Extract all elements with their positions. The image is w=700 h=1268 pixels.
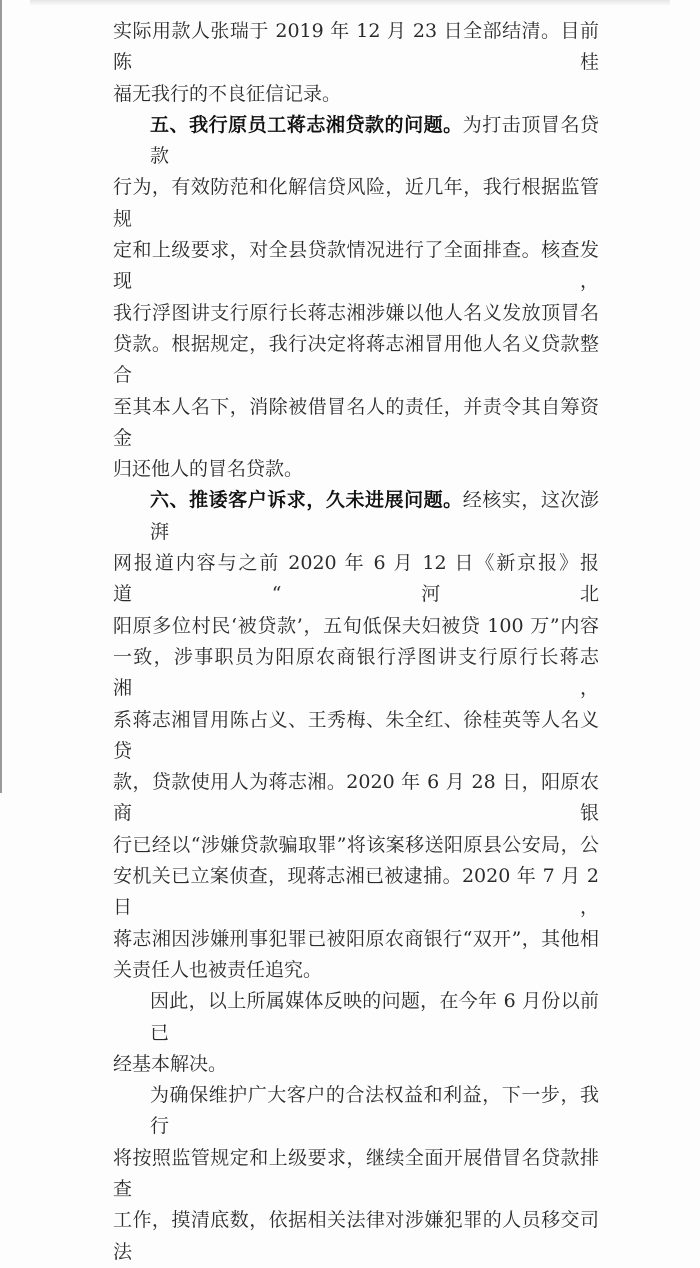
scan-edge-rule — [0, 0, 2, 793]
line-text: 我行浮图讲支行原行长蒋志湘涉嫌以他人名义发放顶冒名 — [113, 301, 599, 324]
line-text: 工作，摸清底数，依据相关法律对涉嫌犯罪的人员移交司法 — [113, 1209, 599, 1263]
text-line — [113, 110, 599, 173]
line-text: 系蒋志湘冒用陈占义、王秀梅、朱全红、徐桂英等人名义贷 — [113, 708, 599, 762]
line-text: 定和上级要求，对全县贷款情况进行了全面排查。核查发现， — [113, 239, 599, 293]
line-text: 行为，有效防范和化解信贷风险，近几年，我行根据监管规 — [113, 176, 599, 230]
text-line — [113, 611, 599, 642]
section-heading: 五、我行原员工蒋志湘贷款的问题。 — [150, 113, 463, 136]
line-text: 因此，以上所属媒体反映的问题，在今年 6 月份以前已 — [150, 990, 599, 1044]
text-line — [113, 485, 599, 548]
text-line — [113, 767, 599, 830]
text-line — [113, 454, 599, 485]
section-heading: 六、推诿客户诉求，久未进展问题。 — [150, 489, 463, 512]
text-line — [113, 548, 599, 611]
scan-top-shadow — [30, 0, 670, 6]
line-text: 一致，涉事职员为阳原农商银行浮图讲支行原行长蒋志湘， — [113, 645, 599, 700]
line-text: 福无我行的不良征信记录。 — [113, 82, 342, 105]
text-line — [113, 642, 599, 705]
text-line — [113, 830, 599, 861]
text-line — [113, 861, 599, 924]
line-text: 款，贷款使用人为蒋志湘。2020 年 6 月 28 日，阳原农商银 — [113, 771, 599, 825]
line-text: 为确保维护广大客户的合法权益和利益，下一步，我行 — [150, 1084, 599, 1138]
text-line — [113, 329, 599, 392]
line-text: 经基本解决。 — [113, 1052, 228, 1075]
line-text: 实际用款人张瑞于 2019 年 12 月 23 日全部结清。目前陈桂 — [113, 20, 599, 74]
line-text: 至其本人名下，消除被借冒名人的责任，并责令其自筹资金 — [113, 395, 599, 449]
line-text: 蒋志湘因涉嫌刑事犯罪已被阳原农商银行“双开”，其他相 — [113, 927, 599, 950]
text-line — [113, 16, 599, 79]
text-line — [113, 392, 599, 455]
text-line — [113, 1080, 599, 1143]
line-text: 为打击顶冒名贷款 — [150, 113, 599, 168]
text-line — [113, 986, 599, 1049]
line-text: 阳原多位村民‘被贷款’，五旬低保夫妇被贷 100 万”内容 — [113, 614, 599, 637]
line-text: 网报道内容与之前 2020 年 6 月 12 日《新京报》报道“河北 — [113, 552, 599, 606]
text-line — [113, 172, 599, 235]
line-text: 关责任人也被责任追究。 — [113, 958, 323, 981]
text-line — [113, 1049, 599, 1080]
document-body — [113, 16, 599, 1268]
line-text: 将按照监管规定和上级要求，继续全面开展借冒名贷款排查 — [113, 1146, 599, 1200]
text-line — [113, 1205, 599, 1268]
text-line — [113, 235, 599, 298]
line-text: 经核实，这次澎湃 — [150, 489, 599, 543]
text-line — [113, 924, 599, 955]
line-text: 行已经以“涉嫌贷款骗取罪”将该案移送阳原县公安局，公 — [113, 833, 599, 856]
text-line — [113, 79, 599, 110]
text-line — [113, 705, 599, 768]
line-text: 归还他人的冒名贷款。 — [113, 458, 304, 481]
text-line — [113, 1143, 599, 1206]
text-line — [113, 955, 599, 986]
text-line — [113, 298, 599, 329]
line-text: 安机关已立案侦查，现蒋志湘已被逮捕。2020 年 7 月 2 日， — [113, 865, 599, 919]
line-text: 贷款。根据规定，我行决定将蒋志湘冒用他人名义贷款整合 — [113, 332, 599, 387]
